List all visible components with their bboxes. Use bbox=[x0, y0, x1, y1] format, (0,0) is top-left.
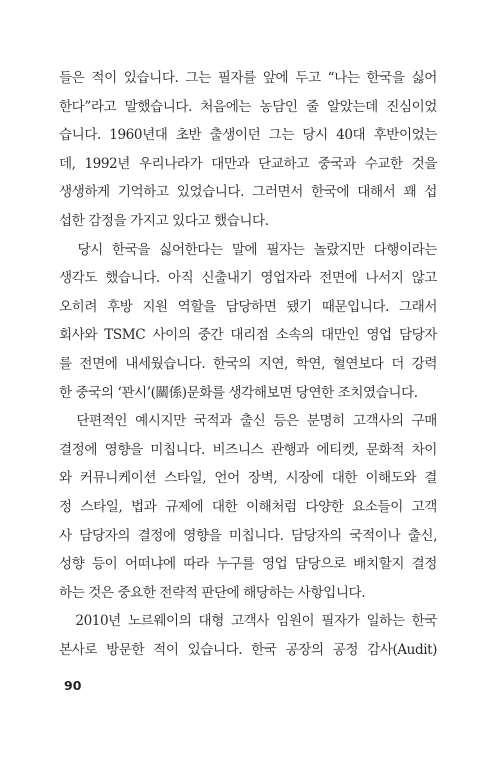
text-line: 를 전면에 내세웠습니다. 한국의 지연, 학연, 혈연보다 더 강력 bbox=[59, 355, 437, 372]
text-line: 습니다. 1960년대 초반 출생이던 그는 당시 40대 후반이었는 bbox=[59, 127, 437, 144]
text-line: 와 커뮤니케이션 스타일, 언어 장벽, 시장에 대한 이해도와 결 bbox=[59, 470, 437, 487]
text-line: 데, 1992년 우리나라가 대만과 단교하고 중국과 수교한 것을 bbox=[59, 155, 437, 172]
page-number: 90 bbox=[64, 678, 82, 693]
text-line: 생각도 했습니다. 아직 신출내기 영업자라 전면에 나서지 않고 bbox=[59, 270, 437, 287]
text-line: 성향 등이 어떠냐에 따라 누구를 영업 담당으로 배치할지 결정 bbox=[59, 556, 437, 573]
text-line: 한 중국의 ‘꽌시’(關係)문화를 생각해보면 당연한 조치였습니다. bbox=[59, 384, 418, 401]
text-line: 섭한 감정을 가지고 있다고 했습니다. bbox=[59, 212, 269, 229]
text-line: 단편적인 예시지만 국적과 출신 등은 분명히 고객사의 구매 bbox=[59, 413, 437, 430]
text-line: 2010년 노르웨이의 대형 고객사 임원이 필자가 일하는 한국 bbox=[59, 613, 437, 630]
text-line: 정 스타일, 법과 규제에 대한 이해처럼 다양한 요소들이 고객 bbox=[59, 498, 437, 515]
paragraph-3 bbox=[59, 407, 437, 607]
text-line: 한다”라고 말했습니다. 처음에는 농담인 줄 알았는데 진심이었 bbox=[59, 98, 437, 115]
text-line: 하는 것은 중요한 전략적 판단에 해당하는 사항입니다. bbox=[59, 584, 366, 601]
paragraph-2 bbox=[59, 236, 437, 408]
text-line: 사 담당자의 결정에 영향을 미칩니다. 담당자의 국적이나 출신, bbox=[59, 527, 437, 544]
body-text bbox=[59, 64, 437, 664]
paragraph-4 bbox=[59, 607, 437, 664]
text-line: 오히려 후방 지원 역할을 담당하면 됐기 때문입니다. 그래서 bbox=[59, 298, 437, 315]
text-line: 당시 한국을 싫어한다는 말에 필자는 놀랐지만 다행이라는 bbox=[59, 241, 437, 258]
text-line: 결정에 영향을 미칩니다. 비즈니스 관행과 에티켓, 문화적 차이 bbox=[59, 441, 437, 458]
text-line: 본사로 방문한 적이 있습니다. 한국 공장의 공정 감사(Audit) bbox=[59, 641, 437, 658]
text-line: 생생하게 기억하고 있었습니다. 그러면서 한국에 대해서 꽤 섭 bbox=[59, 184, 437, 201]
paragraph-1 bbox=[59, 64, 437, 236]
text-line: 들은 적이 있습니다. 그는 필자를 앞에 두고 “나는 한국을 싫어 bbox=[59, 70, 437, 86]
text-line: 회사와 TSMC 사이의 중간 대리점 소속의 대만인 영업 담당자 bbox=[59, 327, 437, 344]
